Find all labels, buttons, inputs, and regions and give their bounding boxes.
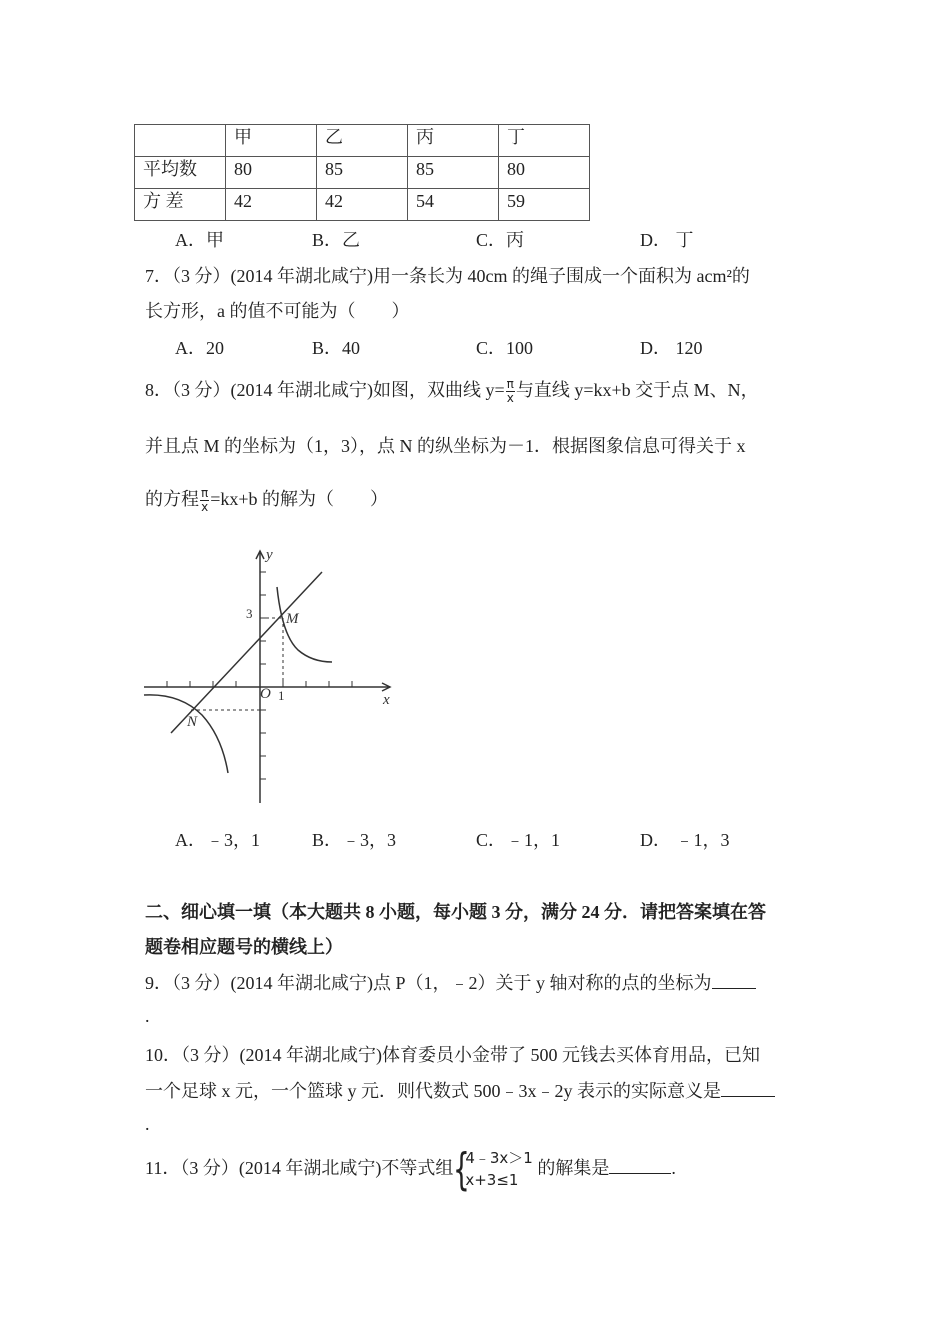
point-m-label: M xyxy=(286,611,299,627)
pi-over-x-fraction xyxy=(506,378,515,405)
q6-option-a[interactable]: A．甲 xyxy=(175,230,224,250)
y-axis-label: y xyxy=(266,547,273,563)
table-cell xyxy=(135,125,226,157)
q7-option-d[interactable]: D． 120 xyxy=(640,338,703,358)
q8-line-3-end: =kx+b 的解为（ ） xyxy=(210,489,389,509)
q9-text: 9．（3 分）(2014 年湖北咸宁)点 P（1，﹣2）关于 y 轴对称的点的坐标为 xyxy=(145,973,712,993)
q10-end-period: . xyxy=(145,1114,150,1134)
fraction-numerator: π xyxy=(506,377,514,392)
fraction-denominator: x xyxy=(506,391,514,406)
table-cell: 80 xyxy=(499,157,590,189)
fraction-numerator: π xyxy=(201,486,209,501)
q9-line-1 xyxy=(145,969,756,995)
brace-symbol: { xyxy=(453,1144,471,1195)
table-cell: 42 xyxy=(317,189,408,221)
table-cell: 85 xyxy=(408,157,499,189)
q8-line-1-start: 8．（3 分）(2014 年湖北咸宁)如图，双曲线 y= xyxy=(145,380,505,400)
hyperbola-branch-lower xyxy=(144,695,228,773)
q8-line-3-start: 的方程 xyxy=(145,489,199,509)
q11-prefix: 11．（3 分）(2014 年湖北咸宁)不等式组 xyxy=(145,1158,454,1179)
straight-line xyxy=(171,572,322,733)
inequality-system xyxy=(453,1145,533,1195)
q7-option-a[interactable]: A．20 xyxy=(175,338,224,358)
table-cell: 85 xyxy=(317,157,408,189)
q8-line-2: 并且点 M 的坐标为（1，3），点 N 的纵坐标为－1．根据图象信息可得关于 x xyxy=(145,436,746,456)
q8-option-b[interactable]: B．﹣3，3 xyxy=(312,830,397,850)
section-2-heading-line-2: 题卷相应题号的横线上） xyxy=(145,937,343,957)
q9-answer-blank[interactable] xyxy=(712,972,756,989)
q6-option-b[interactable]: B．乙 xyxy=(312,230,361,250)
q10-text: 一个足球 x 元，一个篮球 y 元．则代数式 500﹣3x﹣2y 表示的实际意义是 xyxy=(145,1081,721,1101)
q10-line-1: 10．（3 分）(2014 年湖北咸宁)体育委员小金带了 500 元钱去买体育用品，已知 xyxy=(145,1045,760,1065)
q10-line-2 xyxy=(145,1077,775,1103)
q7-line-2: 长方形，a 的值不可能为（ ） xyxy=(145,301,410,321)
q7-option-b[interactable]: B．40 xyxy=(312,338,361,358)
q8-line-1-end: 与直线 y=kx+b 交于点 M、N， xyxy=(515,380,759,400)
fraction-denominator: x xyxy=(201,500,209,515)
q8-line-3 xyxy=(145,485,388,514)
x-tick-label-1: 1 xyxy=(278,688,285,703)
table-row xyxy=(135,189,590,221)
inequality-2: x+3≤1 xyxy=(465,1171,519,1189)
q11-answer-blank[interactable] xyxy=(609,1157,671,1174)
table-cell: 54 xyxy=(408,189,499,221)
table-cell: 甲 xyxy=(226,125,317,157)
q7-line-1: 7．（3 分）(2014 年湖北咸宁)用一条长为 40cm 的绳子围成一个面积为 acm²的 xyxy=(145,266,750,286)
stats-table xyxy=(134,124,590,221)
table-cell: 乙 xyxy=(317,125,408,157)
table-row xyxy=(135,157,590,189)
x-axis-label: x xyxy=(383,692,390,708)
q11-end-period: . xyxy=(671,1158,676,1179)
point-n-label: N xyxy=(187,714,198,730)
q6-option-d[interactable]: D． 丁 xyxy=(640,230,694,250)
table-cell: 丙 xyxy=(408,125,499,157)
q7-option-c[interactable]: C．100 xyxy=(476,338,534,358)
inequality-1: 4﹣3x＞1 xyxy=(465,1149,533,1167)
pi-over-x-fraction xyxy=(200,487,209,514)
table-cell: 平均数 xyxy=(135,157,226,189)
table-cell: 59 xyxy=(499,189,590,221)
q8-option-a[interactable]: A．﹣3，1 xyxy=(175,830,260,850)
table-cell: 42 xyxy=(226,189,317,221)
y-tick-label-3: 3 xyxy=(246,606,253,621)
table-header-row xyxy=(135,125,590,157)
table-cell: 方 差 xyxy=(135,189,226,221)
q6-option-c[interactable]: C．丙 xyxy=(476,230,525,250)
q9-end-period: . xyxy=(145,1006,150,1026)
q8-option-d[interactable]: D． ﹣1，3 xyxy=(640,830,730,850)
section-2-heading-line-1: 二、细心填一填（本大题共 8 小题，每小题 3 分，满分 24 分．请把答案填在答 xyxy=(145,902,766,922)
table-cell: 丁 xyxy=(499,125,590,157)
hyperbola-line-graph xyxy=(140,545,400,807)
q8-option-c[interactable]: C．﹣1，1 xyxy=(476,830,561,850)
q10-answer-blank[interactable] xyxy=(721,1080,775,1097)
q8-line-1 xyxy=(145,376,759,405)
table-cell: 80 xyxy=(226,157,317,189)
q11-suffix: 的解集是 xyxy=(537,1158,610,1179)
origin-label: O xyxy=(260,686,271,702)
q11-line xyxy=(145,1145,676,1195)
